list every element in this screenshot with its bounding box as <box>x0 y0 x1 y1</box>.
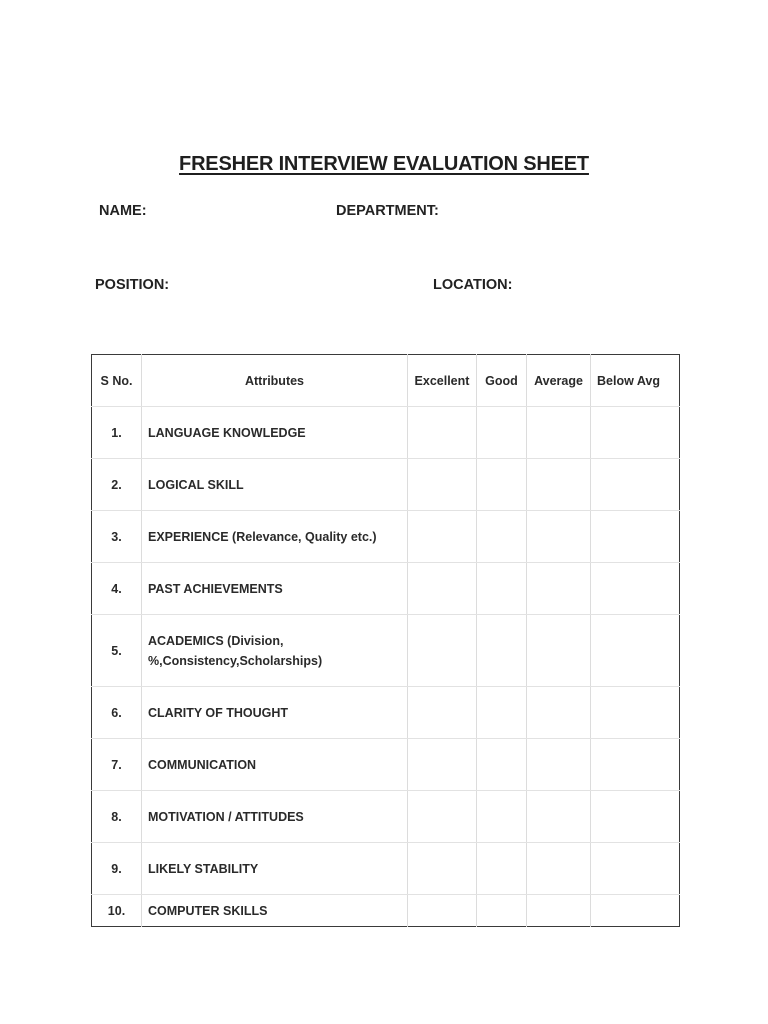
rating-cell-below-avg[interactable] <box>591 511 680 563</box>
rating-cell-excellent[interactable] <box>408 791 477 843</box>
header-average: Average <box>527 355 591 407</box>
rating-cell-average[interactable] <box>527 615 591 687</box>
row-attribute: MOTIVATION / ATTITUDES <box>142 791 408 843</box>
row-attribute-line: ACADEMICS (Division, <box>148 633 284 648</box>
row-attribute: COMMUNICATION <box>142 739 408 791</box>
header-attributes: Attributes <box>142 355 408 407</box>
rating-cell-excellent[interactable] <box>408 459 477 511</box>
rating-cell-average[interactable] <box>527 739 591 791</box>
rating-cell-below-avg[interactable] <box>591 459 680 511</box>
rating-cell-good[interactable] <box>477 407 527 459</box>
row-attribute: PAST ACHIEVEMENTS <box>142 563 408 615</box>
rating-cell-below-avg[interactable] <box>591 687 680 739</box>
rating-cell-excellent[interactable] <box>408 687 477 739</box>
row-attribute: LANGUAGE KNOWLEDGE <box>142 407 408 459</box>
rating-cell-average[interactable] <box>527 895 591 927</box>
table-row <box>92 563 680 615</box>
rating-cell-average[interactable] <box>527 687 591 739</box>
row-sno: 8. <box>92 791 142 843</box>
rating-cell-below-avg[interactable] <box>591 407 680 459</box>
table-row <box>92 687 680 739</box>
row-attribute <box>142 615 408 687</box>
row-attribute-line: %,Consistency,Scholarships) <box>148 653 323 668</box>
department-label: DEPARTMENT: <box>336 203 439 219</box>
row-attribute: LOGICAL SKILL <box>142 459 408 511</box>
header-good: Good <box>477 355 527 407</box>
rating-cell-average[interactable] <box>527 511 591 563</box>
name-label: NAME: <box>99 203 147 219</box>
row-attribute: LIKELY STABILITY <box>142 843 408 895</box>
rating-cell-good[interactable] <box>477 511 527 563</box>
rating-cell-good[interactable] <box>477 459 527 511</box>
rating-cell-good[interactable] <box>477 615 527 687</box>
rating-cell-average[interactable] <box>527 563 591 615</box>
table-row <box>92 791 680 843</box>
table-row <box>92 739 680 791</box>
rating-cell-good[interactable] <box>477 739 527 791</box>
evaluation-table <box>91 354 680 927</box>
rating-cell-excellent[interactable] <box>408 407 477 459</box>
row-sno: 10. <box>92 895 142 927</box>
rating-cell-good[interactable] <box>477 687 527 739</box>
row-attribute: EXPERIENCE (Relevance, Quality etc.) <box>142 511 408 563</box>
row-sno: 4. <box>92 563 142 615</box>
row-sno: 9. <box>92 843 142 895</box>
rating-cell-excellent[interactable] <box>408 843 477 895</box>
header-sno: S No. <box>92 355 142 407</box>
table-row <box>92 407 680 459</box>
location-label: LOCATION: <box>433 277 513 293</box>
row-sno: 1. <box>92 407 142 459</box>
rating-cell-excellent[interactable] <box>408 563 477 615</box>
rating-cell-below-avg[interactable] <box>591 615 680 687</box>
rating-cell-below-avg[interactable] <box>591 895 680 927</box>
page-title: FRESHER INTERVIEW EVALUATION SHEET <box>179 153 589 175</box>
header-below-avg: Below Avg <box>591 355 680 407</box>
table-row <box>92 511 680 563</box>
row-attribute: CLARITY OF THOUGHT <box>142 687 408 739</box>
rating-cell-below-avg[interactable] <box>591 843 680 895</box>
table-row <box>92 615 680 687</box>
rating-cell-good[interactable] <box>477 563 527 615</box>
rating-cell-good[interactable] <box>477 843 527 895</box>
row-attribute: COMPUTER SKILLS <box>142 895 408 927</box>
rating-cell-average[interactable] <box>527 791 591 843</box>
position-label: POSITION: <box>95 277 170 293</box>
table-row <box>92 895 680 927</box>
row-sno: 5. <box>92 615 142 687</box>
rating-cell-below-avg[interactable] <box>591 739 680 791</box>
header-excellent: Excellent <box>408 355 477 407</box>
rating-cell-average[interactable] <box>527 843 591 895</box>
rating-cell-good[interactable] <box>477 895 527 927</box>
rating-cell-average[interactable] <box>527 407 591 459</box>
rating-cell-average[interactable] <box>527 459 591 511</box>
rating-cell-excellent[interactable] <box>408 511 477 563</box>
row-sno: 6. <box>92 687 142 739</box>
row-sno: 7. <box>92 739 142 791</box>
rating-cell-below-avg[interactable] <box>591 563 680 615</box>
rating-cell-excellent[interactable] <box>408 895 477 927</box>
row-sno: 2. <box>92 459 142 511</box>
row-sno: 3. <box>92 511 142 563</box>
table-row <box>92 843 680 895</box>
table-header-row <box>92 355 680 407</box>
table-row <box>92 459 680 511</box>
rating-cell-excellent[interactable] <box>408 739 477 791</box>
rating-cell-good[interactable] <box>477 791 527 843</box>
rating-cell-below-avg[interactable] <box>591 791 680 843</box>
rating-cell-excellent[interactable] <box>408 615 477 687</box>
